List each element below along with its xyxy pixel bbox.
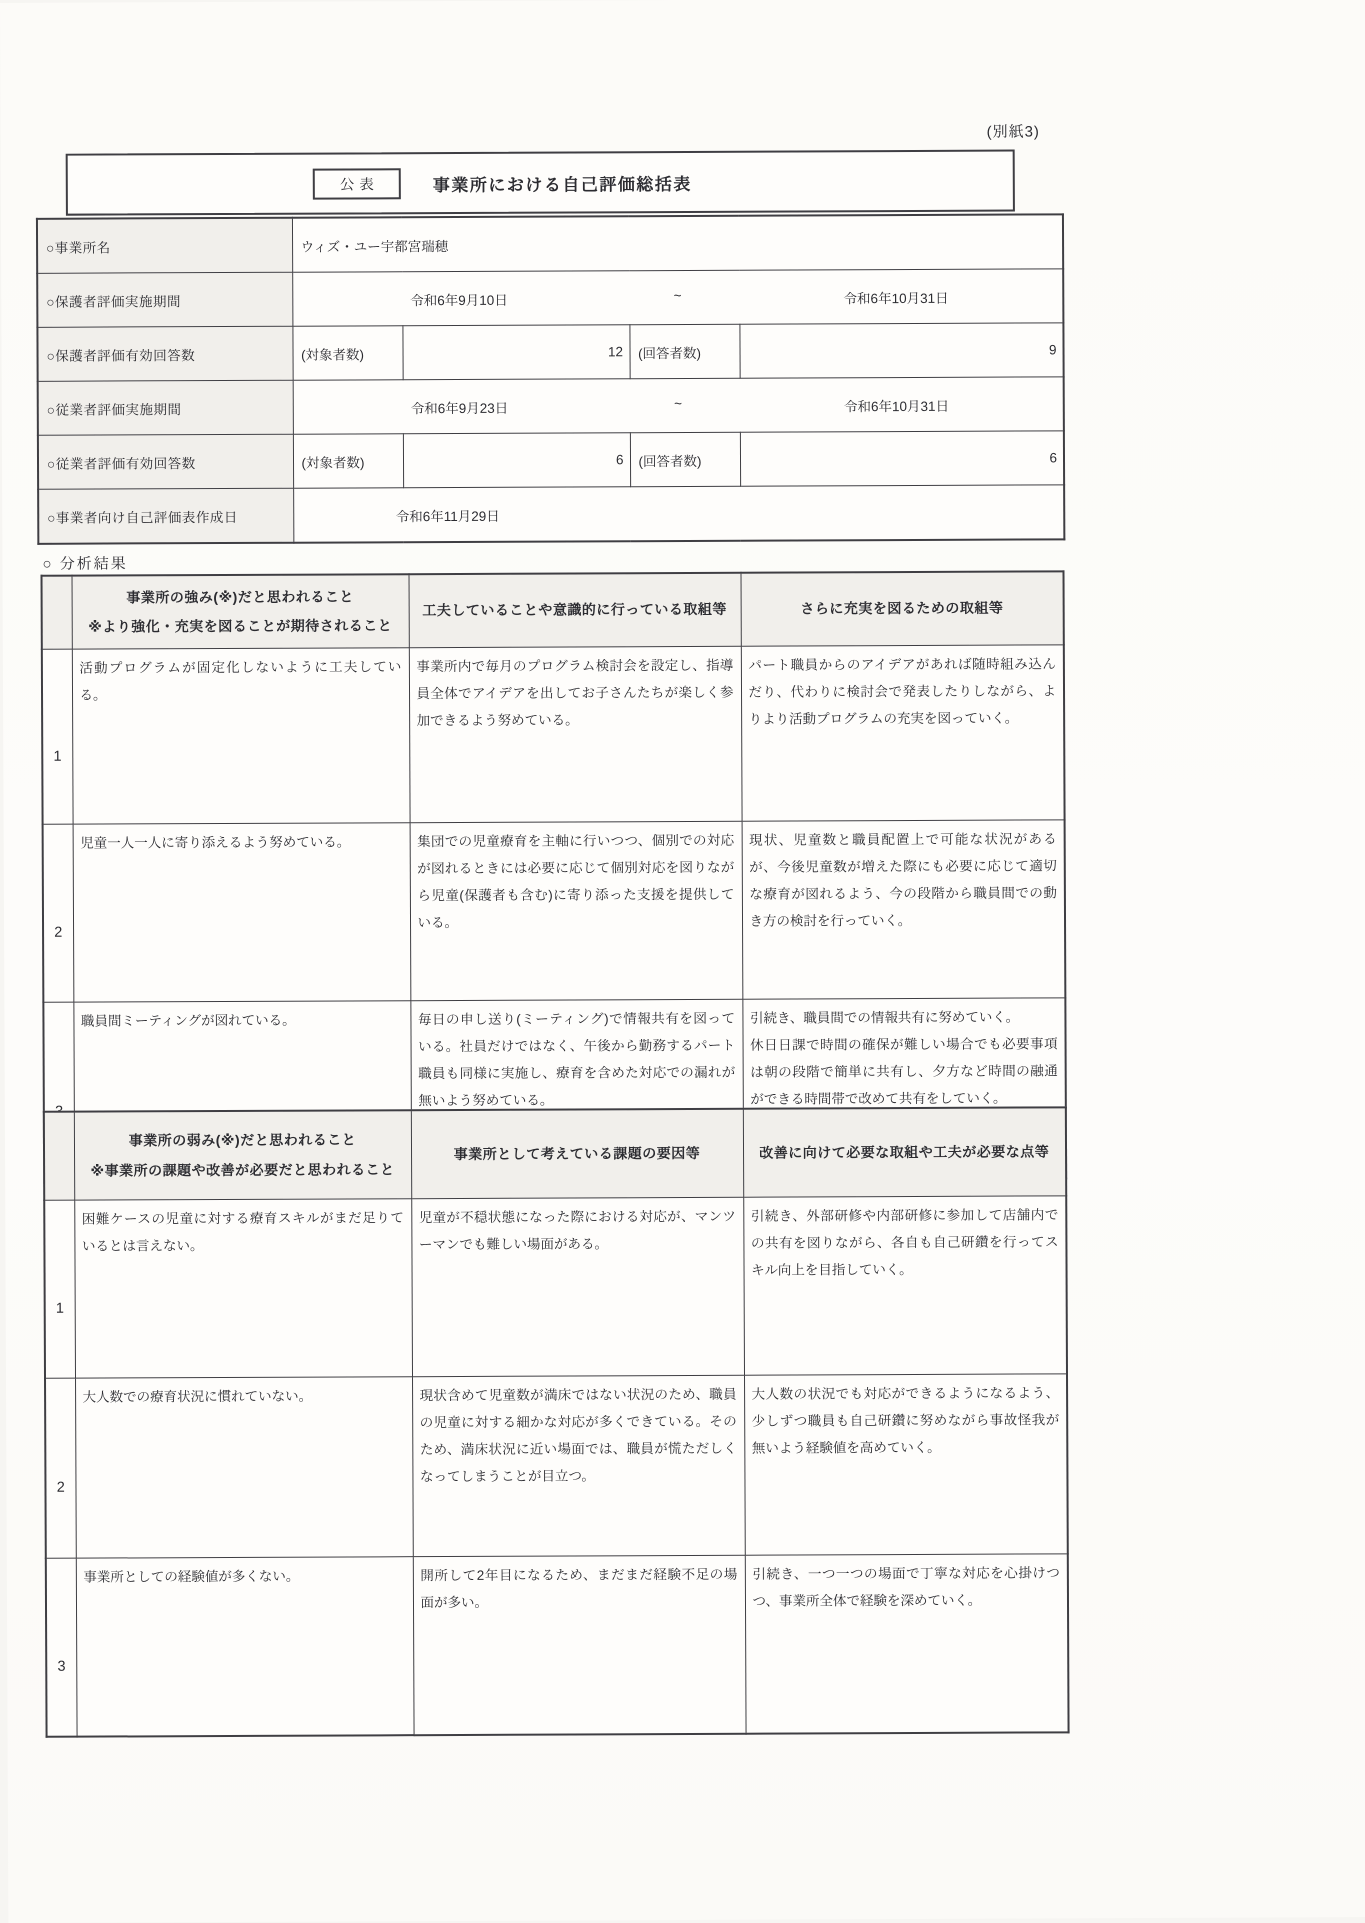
improvement-text: 大人数の状況でも対応ができるようになるよう、少しずつ職員も自己研鑽に努めながら事故怪我が無いよう経験値を高めていく。 <box>751 1385 1060 1456</box>
weaknesses-header-col1-note: ※事業所の課題や改善が必要だと思われること <box>90 1160 395 1179</box>
period-start-date: 令和6年9月10日 <box>410 292 508 308</box>
cause-text: 児童が不穏状態になった際における対応が、マンツーマンでも難しい場面がある。 <box>418 1208 736 1253</box>
office-name-value: ウィズ・ユー宇都宮瑞穂 <box>292 214 1063 272</box>
weaknesses-header-col3: 改善に向けて必要な取組や工夫が必要な点等 <box>743 1107 1066 1197</box>
row-number: 2 <box>45 1378 76 1558</box>
table-row-guardian-period <box>37 269 1063 327</box>
weaknesses-header-number <box>44 1112 74 1201</box>
effort-text: 毎日の申し送り(ミーティング)で情報共有を図っている。社員だけではなく、午後から勤務するパート職員も同様に実施し、療育を含めた対応での漏れが無いよう努めている。 <box>417 1010 736 1109</box>
guardian-period-value <box>301 286 1055 309</box>
strengths-row-1 <box>42 645 1065 824</box>
weaknesses-header-col2: 事業所として考えている課題の要因等 <box>411 1109 743 1199</box>
strength-text: 児童一人一人に寄り添えるよう努めている。 <box>80 834 351 851</box>
respondents-count: 6 <box>740 431 1064 486</box>
staff-responses-label: ○従業者評価有効回答数 <box>38 434 293 489</box>
improvement-text: 引続き、外部研修や内部研修に参加して店舗内での共有を図りながら、各自も自己研鑽を行ってスキル向上を目指していく。 <box>750 1207 1059 1278</box>
period-tilde: ~ <box>674 395 682 411</box>
weakness-text: 困難ケースの児童に対する療育スキルがまだ足りているとは言えない。 <box>81 1210 404 1254</box>
targets-caption: (対象者数) <box>292 326 402 380</box>
table-row-creation-date <box>38 485 1064 544</box>
office-info-table <box>36 213 1065 544</box>
respondents-caption: (回答者数) <box>629 324 739 378</box>
publish-stamp: 公表 <box>313 168 401 199</box>
document-title-box <box>66 150 1015 216</box>
table-row-guardian-responses <box>37 323 1063 381</box>
guardian-period-label: ○保護者評価実施期間 <box>37 272 292 327</box>
row-number: 2 <box>43 824 74 1002</box>
row-number: 1 <box>42 649 73 824</box>
targets-caption: (対象者数) <box>293 434 403 488</box>
weaknesses-header-col1 <box>74 1110 411 1200</box>
table-row-staff-responses <box>38 431 1064 489</box>
creation-date-label: ○事業者向け自己評価表作成日 <box>38 488 293 544</box>
effort-text: 事業所内で毎月のプログラム検討会を設定し、指導員全体でアイデアを出してお子さんたちが楽しく参加できるよう努めている。 <box>416 657 734 729</box>
row-number: 3 <box>46 1558 77 1737</box>
targets-count: 12 <box>402 325 629 380</box>
weaknesses-table <box>43 1106 1070 1737</box>
staff-period-value <box>301 394 1055 417</box>
period-end-date: 令和6年10月31日 <box>843 398 950 414</box>
improvement-text: 引続き、一つ一つの場面で丁寧な対応を心掛けつつ、事業所全体で経験を深めていく。 <box>752 1565 1060 1609</box>
strength-text: 職員間ミーティングが図れている。 <box>80 1012 296 1029</box>
strength-text: 活動プログラムが固定化しないように工夫している。 <box>79 659 402 703</box>
enhancement-text: 現状、児童数と職員配置上で可能な状況があるが、今後児童数が増えた際にも必要に応じて適切な療育が図れるよう、今の段階から職員間での動き方の検討を行っていく。 <box>749 831 1057 929</box>
period-start-date: 令和6年9月23日 <box>410 400 509 416</box>
enhancement-text: 引続き、職員間での情報共有に努めていく。 休日日課で時間の確保が難しい場合でも必要事項は朝の段階で簡単に共有し、夕方など時間の融通ができる時間帯で改めて共有をしていく。 <box>749 1009 1058 1107</box>
guardian-responses-label: ○保護者評価有効回答数 <box>37 326 292 381</box>
attachment-number-note: (別紙3) <box>986 123 1040 141</box>
staff-period-label: ○従業者評価実施期間 <box>38 380 293 435</box>
creation-date-value: 令和6年11月29日 <box>293 485 1064 543</box>
enhancement-text: パート職員からのアイデアがあれば随時組み込んだり、代わりに検討会で発表したりしながら、よりより活動プログラムの充実を図っていく。 <box>748 656 1057 727</box>
strengths-header-number <box>42 576 72 650</box>
strengths-header-col2: 工夫していることや意識的に行っている取組等 <box>409 573 741 648</box>
strengths-row-2 <box>43 820 1066 1002</box>
strengths-table <box>41 570 1068 1183</box>
analysis-section-title: ○ 分析結果 <box>42 555 128 573</box>
document-title: 事業所における自己評価総括表 <box>432 174 692 195</box>
cause-text: 開所して2年目になるため、まだまだ経験不足の場面が多い。 <box>420 1566 738 1611</box>
respondents-caption: (回答者数) <box>630 432 740 486</box>
period-tilde: ~ <box>673 287 682 303</box>
effort-text: 集団での児童療育を主軸に行いつつ、個別での対応が図れるときには必要に応じて個別対応を図りながら児童(保護者も含む)に寄り添った支援を提供している。 <box>417 832 735 931</box>
weaknesses-row-3 <box>46 1554 1069 1737</box>
cause-text: 現状含めて児童数が満床ではない状況のため、職員の児童に対する細かな対応が多くできている。そのため、満床状況に近い場面では、職員が慌ただしくなってしまうことが目立つ。 <box>419 1386 737 1485</box>
weaknesses-row-2 <box>45 1374 1068 1558</box>
strengths-header-col1-main: 事業所の強み(※)だと思われること <box>126 588 354 606</box>
strengths-header-col1-note: ※より強化・充実を図ることが期待されること <box>88 617 393 635</box>
row-number: 1 <box>44 1200 75 1378</box>
weakness-text: 大人数での療育状況に慣れていない。 <box>82 1388 313 1405</box>
targets-count: 6 <box>403 433 630 488</box>
table-row-office-name <box>37 214 1063 273</box>
respondents-count: 9 <box>739 323 1063 378</box>
strengths-header-col3: さらに充実を図るための取組等 <box>740 571 1063 646</box>
weaknesses-header-row <box>44 1107 1066 1200</box>
weaknesses-row-1 <box>44 1196 1067 1378</box>
weaknesses-header-col1-main: 事業所の弱み(※)だと思われること <box>128 1131 357 1149</box>
period-end-date: 令和6年10月31日 <box>843 290 949 306</box>
weakness-text: 事業所としての経験値が多くない。 <box>83 1568 300 1585</box>
office-name-label: ○事業所名 <box>37 218 292 274</box>
table-row-staff-period <box>38 377 1064 435</box>
strengths-header-col1 <box>72 574 409 649</box>
strengths-header-row <box>42 571 1064 649</box>
